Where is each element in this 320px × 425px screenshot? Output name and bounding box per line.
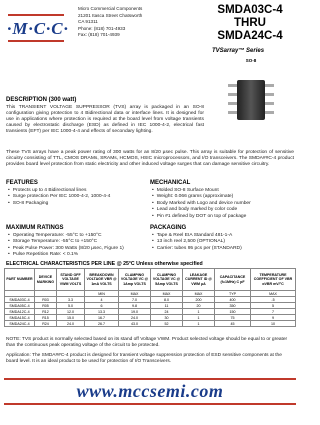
table-row bbox=[5, 321, 296, 327]
max-ratings-item: • Pulse Repetition Rate: < 0.1% bbox=[8, 252, 124, 258]
table-cell: R03 bbox=[35, 297, 57, 303]
table-cell: 24.0 bbox=[119, 315, 151, 321]
logo-text: ·M·C·C· bbox=[7, 19, 69, 38]
chip-body bbox=[237, 80, 265, 120]
table-cell: 400 bbox=[215, 297, 251, 303]
table-cell: 20 bbox=[183, 303, 215, 309]
table-header-cell: LEAKAGE CURRENT ID @ VWM µA bbox=[183, 269, 215, 291]
electrical-characteristics-table bbox=[4, 268, 296, 327]
table-cell: R15 bbox=[35, 315, 57, 321]
features-item: • Protects up to 4 Bidirectional lines bbox=[8, 188, 110, 194]
table-cell: 7.0 bbox=[119, 297, 151, 303]
table-cell: 26.7 bbox=[85, 321, 119, 327]
table-cell: 5 bbox=[251, 303, 296, 309]
table-cell: 1 bbox=[183, 315, 215, 321]
mechanical-item: • Pin #1 defined by DOT on top of package bbox=[152, 214, 251, 220]
description-text-2: These TVS arrays have a peak power rating of 300 watts for an 8/20 µsec pulse. This array is suitable for protection of sensitive circuitry consisting of TTL, CMOS DRAMs, SRAMs, HCMOS, HSIC microprocessors, and I/O transceivers. The SMDA##C-4 product provides board level protection from static electricity and other induced voltage surges that can damage sensitive circuitry. bbox=[6, 150, 294, 168]
features-item: • SO-8 Packaging bbox=[8, 201, 110, 207]
table-cell: 6 bbox=[85, 303, 119, 309]
table-cell: 3.3 bbox=[57, 297, 85, 303]
so8-chip-icon bbox=[228, 74, 274, 126]
footer-rule-top bbox=[4, 378, 296, 380]
table-cell: 45 bbox=[215, 321, 251, 327]
features-list bbox=[8, 188, 110, 207]
table-header-cell: CLAMPING VOLTAGE VC @ 1Amp VOLTS bbox=[119, 269, 151, 291]
table-header-cell: CAPACITANCE (f=1MHz) C pF bbox=[215, 269, 251, 291]
table-unit-cell: MAX bbox=[251, 291, 296, 297]
packaging-item: • Tape & Reel EIA Standard 481-1-A bbox=[152, 233, 242, 239]
table-cell: 10 bbox=[251, 321, 296, 327]
footer-url: www.mccsemi.com bbox=[76, 381, 224, 401]
table-header-cell: TEMPERATURE COEFFICIENT OF VBR αVBR mV/°C bbox=[251, 269, 296, 291]
packaging-item: • Carrier: tubes 95 pcs per (STANDARD) bbox=[152, 246, 242, 252]
mechanical-heading: MECHANICAL bbox=[150, 180, 191, 186]
table-cell: R12 bbox=[35, 309, 57, 315]
table-title: ELECTRICAL CHARACTERISTICS PER LINE @ 25°C Unless otherwise specified bbox=[6, 261, 203, 267]
table-cell: SMDA03C-4 bbox=[5, 297, 35, 303]
table-unit-cell: MAX bbox=[119, 291, 151, 297]
table-cell: 5.0 bbox=[57, 303, 85, 309]
application-note: Application: The SMDA##C-4 product is designed for transient voltage suppression protection of ESD sensitive components at the board level. It is an ideal product to be used for protection of I/O Transceivers. bbox=[6, 353, 282, 364]
logo-rule-bottom bbox=[8, 40, 64, 42]
max-ratings-list bbox=[8, 233, 124, 259]
table-header-row bbox=[5, 269, 296, 291]
part-number-block bbox=[205, 4, 295, 48]
table-cell: SMDA24C-4 bbox=[5, 321, 35, 327]
mechanical-list bbox=[152, 188, 251, 220]
table-cell: 8.0 bbox=[151, 297, 183, 303]
company-address-line1: 21201 Itasca Street Chatsworth bbox=[78, 12, 143, 18]
table-cell: 24 bbox=[151, 309, 183, 315]
description-text-1: This TRANSIENT VOLTAGE SUPPRESSOR (TVS) array is packaged in an SO-8 configuration giving protection to 4 Bidirectional data or interface lines. It is designed for use in applications where protection is required at the board level from voltage transients caused by electrostatic discharge (ESD) as defined in IEC 1000-4-2, electrical fast transients (EFT) per IEC 1000-4-4 and effects of secondary lighting. bbox=[6, 105, 204, 135]
table-cell: 52 bbox=[151, 321, 183, 327]
table-cell: 1 bbox=[183, 309, 215, 315]
table-cell: 75 bbox=[215, 315, 251, 321]
company-address bbox=[78, 6, 142, 39]
table-cell: SMDA15C-4 bbox=[5, 315, 35, 321]
packaging-heading: PACKAGING bbox=[150, 225, 187, 231]
table-header-cell: PART NUMBER bbox=[5, 269, 35, 291]
table-cell: 150 bbox=[215, 309, 251, 315]
table-cell: SMDA12C-4 bbox=[5, 309, 35, 315]
table-cell: 7 bbox=[251, 309, 296, 315]
logo-rule-top bbox=[8, 14, 64, 16]
part-number-thru: THRU bbox=[234, 17, 266, 29]
packaging-list bbox=[152, 233, 242, 252]
mechanical-item: • Body Marked with Logo and device number bbox=[152, 201, 251, 207]
table-cell: 9.8 bbox=[119, 303, 151, 309]
packaging-item: • 13 inch reel 2,500 (OPTIONAL) bbox=[152, 239, 242, 245]
max-ratings-item: • Peak Pulse Power: 300 Watts (8/20 µsec, Figure 1) bbox=[8, 246, 124, 252]
table-header-cell: DEVICE MARKING bbox=[35, 269, 57, 291]
table-cell: 15.0 bbox=[57, 315, 85, 321]
table-cell: R24 bbox=[35, 321, 57, 327]
table-unit-cell: MAX bbox=[151, 291, 183, 297]
features-heading: FEATURES bbox=[6, 180, 38, 186]
table-cell: 200 bbox=[183, 297, 215, 303]
mcc-logo bbox=[6, 14, 70, 44]
table-header-cell: BREAKDOWN VOLTAGE VBR @ 1mA VOLTS bbox=[85, 269, 119, 291]
mechanical-item: • Weight: 0.066 grams (approximate) bbox=[152, 194, 251, 200]
table-cell: 9 bbox=[251, 315, 296, 321]
series-name: TVSarray™ Series bbox=[212, 48, 265, 54]
selection-note: NOTE: TVS product is normally selected based on its stand off Voltage VWM. Product selected voltage should be equal to or greater than the continuous peak operating voltage of the circuit to be protected. bbox=[6, 337, 288, 348]
company-fax: Fax: (818) 701-4939 bbox=[78, 32, 120, 37]
table-cell: 30 bbox=[151, 315, 183, 321]
part-number-first: SMDA03C-4 bbox=[217, 4, 283, 16]
table-cell: 4 bbox=[85, 297, 119, 303]
company-phone: Phone: (818) 701-4933 bbox=[78, 25, 126, 31]
max-ratings-heading: MAXIMUM RATINGS bbox=[6, 225, 64, 231]
part-number-last: SMDA24C-4 bbox=[217, 30, 283, 42]
max-ratings-item: • Operating Temperature: -55°C to +150°C bbox=[8, 233, 124, 239]
max-ratings-item: • Storage Temperature: -55°C to +150°C bbox=[8, 239, 124, 245]
footer-rule-bottom bbox=[4, 403, 296, 405]
mechanical-item: • Lead and body marked by color code bbox=[152, 207, 251, 213]
table-cell: 12.0 bbox=[57, 309, 85, 315]
features-item: • Surge protection Per IEC 1000-4-2, 1000-4-4 bbox=[8, 194, 110, 200]
package-illustration bbox=[212, 58, 290, 150]
table-cell: 11 bbox=[151, 303, 183, 309]
package-label: SO-8 bbox=[245, 58, 257, 63]
company-address-line2: CA 91311 bbox=[78, 19, 98, 24]
table-unit-cell: TYP bbox=[215, 291, 251, 297]
table-unit-cell: MAX bbox=[183, 291, 215, 297]
table-unit-cell: MIN bbox=[85, 291, 119, 297]
table-cell: SMDA05C-4 bbox=[5, 303, 35, 309]
table-cell: 1 bbox=[183, 321, 215, 327]
mechanical-item: • Molded SO-8 Surface Mount bbox=[152, 188, 251, 194]
table-cell: 43.0 bbox=[119, 321, 151, 327]
table-cell: 13.3 bbox=[85, 309, 119, 315]
table-header-cell: CLAMPING VOLTAGE VC @ 5Amp VOLTS bbox=[151, 269, 183, 291]
table-cell: 19.0 bbox=[119, 309, 151, 315]
table-cell: 16.7 bbox=[85, 315, 119, 321]
description-heading: DESCRIPTION (300 watt) bbox=[6, 97, 77, 103]
table-header-cell: STAND OFF VOLTAGE VWM VOLTS bbox=[57, 269, 85, 291]
table-cell: -5 bbox=[251, 297, 296, 303]
table-cell: R05 bbox=[35, 303, 57, 309]
table-cell: 350 bbox=[215, 303, 251, 309]
company-name: Micro Commercial Components bbox=[78, 6, 143, 11]
table-cell: 24.0 bbox=[57, 321, 85, 327]
